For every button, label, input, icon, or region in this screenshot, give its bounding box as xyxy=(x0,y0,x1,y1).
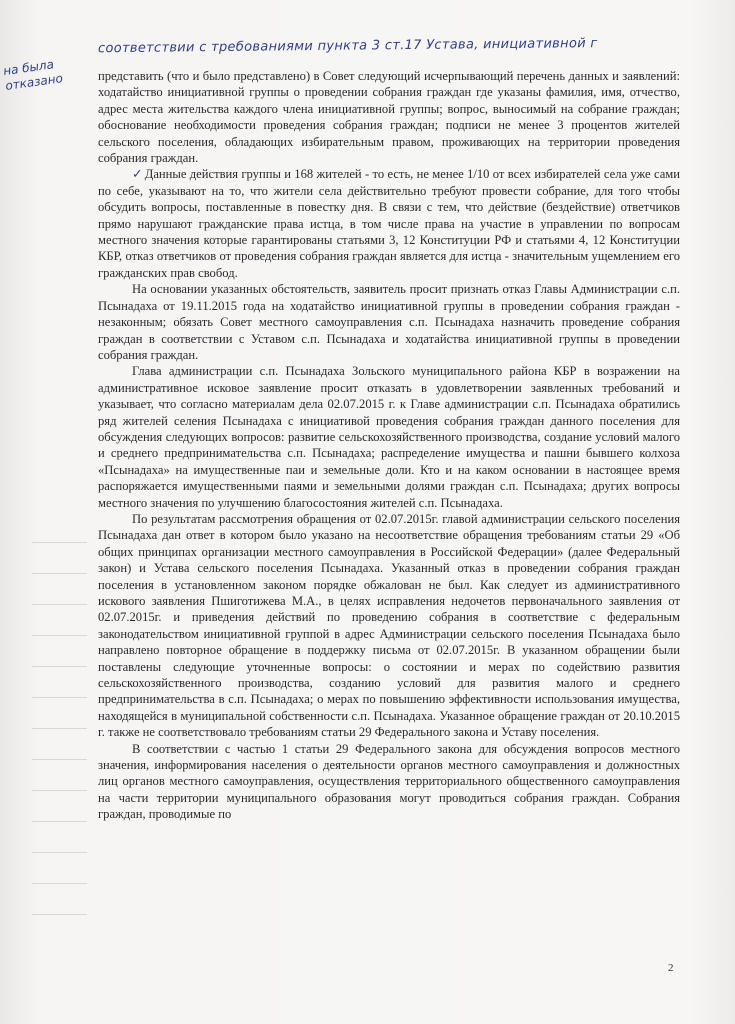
paragraph: представить (что и было представлено) в Совет следующий исчерпывающий перечень данных и заявлений: ходатайство инициативной группы о проведении собрания граждан где указаны фамилия, имя, отчество, адрес места жительства каждого члена инициативной группы; вопрос, выносимый на собрание граждан; обоснование необходимости проведения собрания граждан; подписи не менее 3 процентов жителей сельского поселения, обладающих избирательным правом, проживающих на территории проведения собрания граждан. xyxy=(98,69,680,166)
paragraph: Глава администрации с.п. Псынадаха Зольского муниципального района КБР в возражении на административное исковое заявление просит отказать в удовлетворении заявленных требований и указывает, что согласно материалам дела 02.07.2015 г. к Главе администрации с.п. Псынадаха обратились ряд жителей селения Псынадаха с инициативой проведения собрания граждан данного поселения для обсуждения следующих вопросов: развитие сельскохозяйственного производства, создание условий малого и среднего предпринимательства с.п. Псынадаха; распределение имущества и пашни бывшего колхоза «Псынадаха» на имущественные паи и земельные доли. Кто и на каком основании в настоящее время распоряжается имущественными паями и земельными долями граждан с.п. Псынадаха; других вопросы местного значения по улучшению благосостояния жителей с.п. Псынадаха. xyxy=(98,364,680,510)
handwritten-tick-mark: ✓ xyxy=(132,166,143,182)
page-number: 2 xyxy=(668,962,674,974)
paragraph: В соответствии с частью 1 статьи 29 Федерального закона для обсуждения вопросов местного значения, информирования населения о деятельности органов местного самоуправления и должностных лиц органов местного самоуправления, осуществления территориального общественного самоуправления на части территории муниципального образования могут проводиться собрания граждан. Собрания граждан, проводимые по xyxy=(98,741,680,822)
paragraph: На основании указанных обстоятельств, заявитель просит признать отказ Главы Администрации с.п. Псынадаха от 19.11.2015 года на ходатайство инициативной группы в проведении собрания граждан - незаконным; обязать Совет местного самоуправления с.п. Псынадаха назначить проведение собрания граждан в соответствии с Уставом с.п. Псынадаха и ходатайства инициативной группы в проведении собрания граждан. xyxy=(98,282,680,362)
margin-bleedthrough xyxy=(32,520,87,940)
paragraph: По результатам рассмотрения обращения от 02.07.2015г. главой администрации сельского поселения Псынадаха дан ответ в котором было указано на несоответствие обращения требованиям статьи 29 «Об общих принципах организации местного самоуправления в Российской Федерации» (далее Федеральный закон) и Устава сельского поселения Псынадаха. Указанный отказ в проведении собрания граждан поселения в установленном законом порядке обжалован не был. Как следует из административного искового заявления Пшиготижева М.А., в целях исправления недочетов первоначального заявления от 02.07.2015г. и приведения действий по проведению собрания в соответствие с федеральным законодательством инициативной группой в адрес Администрации сельского поселения Псынадаха было направлено повторное обращение в поддержку письма от 02.07.2015г. В указанном обращении были поставлены следующие уточненные вопросы: о состоянии и мерах по содействию развития сельскохозяйственного производства, созданию условий для развития малого и среднего предпринимательства в с.п. Псынадаха; о мерах по повышению эффективности использования имущества, находящейся в муниципальной собственности с.п. Псынадаха. Указанное обращение граждан от 20.10.2015 г. также не соответствовало требованиям статьи 29 Федерального закона и Уставу поселения. xyxy=(98,511,680,740)
document-body xyxy=(98,68,680,823)
handwritten-margin-note: на была отказано xyxy=(2,57,64,93)
paragraph: ✓ Данные действия группы и 168 жителей - то есть, не менее 1/10 от всех избирателей села уже сами по себе, указывают на то, что жители села действительно требуют провести собрание, для того чтобы обсудить вопросы, поставленные в повестку дня. В связи с тем, что действие (бездействие) ответчиков прямо нарушают гражданские права истца, в том числе права на участие в управлении по вопросам местного значения которые гарантированы статьями 3, 12 Конституции РФ и статьями 4, 12 Конституции КБР, отказ ответчиков от проведения собрания граждан является для истца - значительным ущемлением его гражданских прав свобод. xyxy=(98,166,681,280)
handwritten-insert-top: соответствии с требованиями пункта 3 ст.17 Устава, инициативной г xyxy=(97,36,598,57)
